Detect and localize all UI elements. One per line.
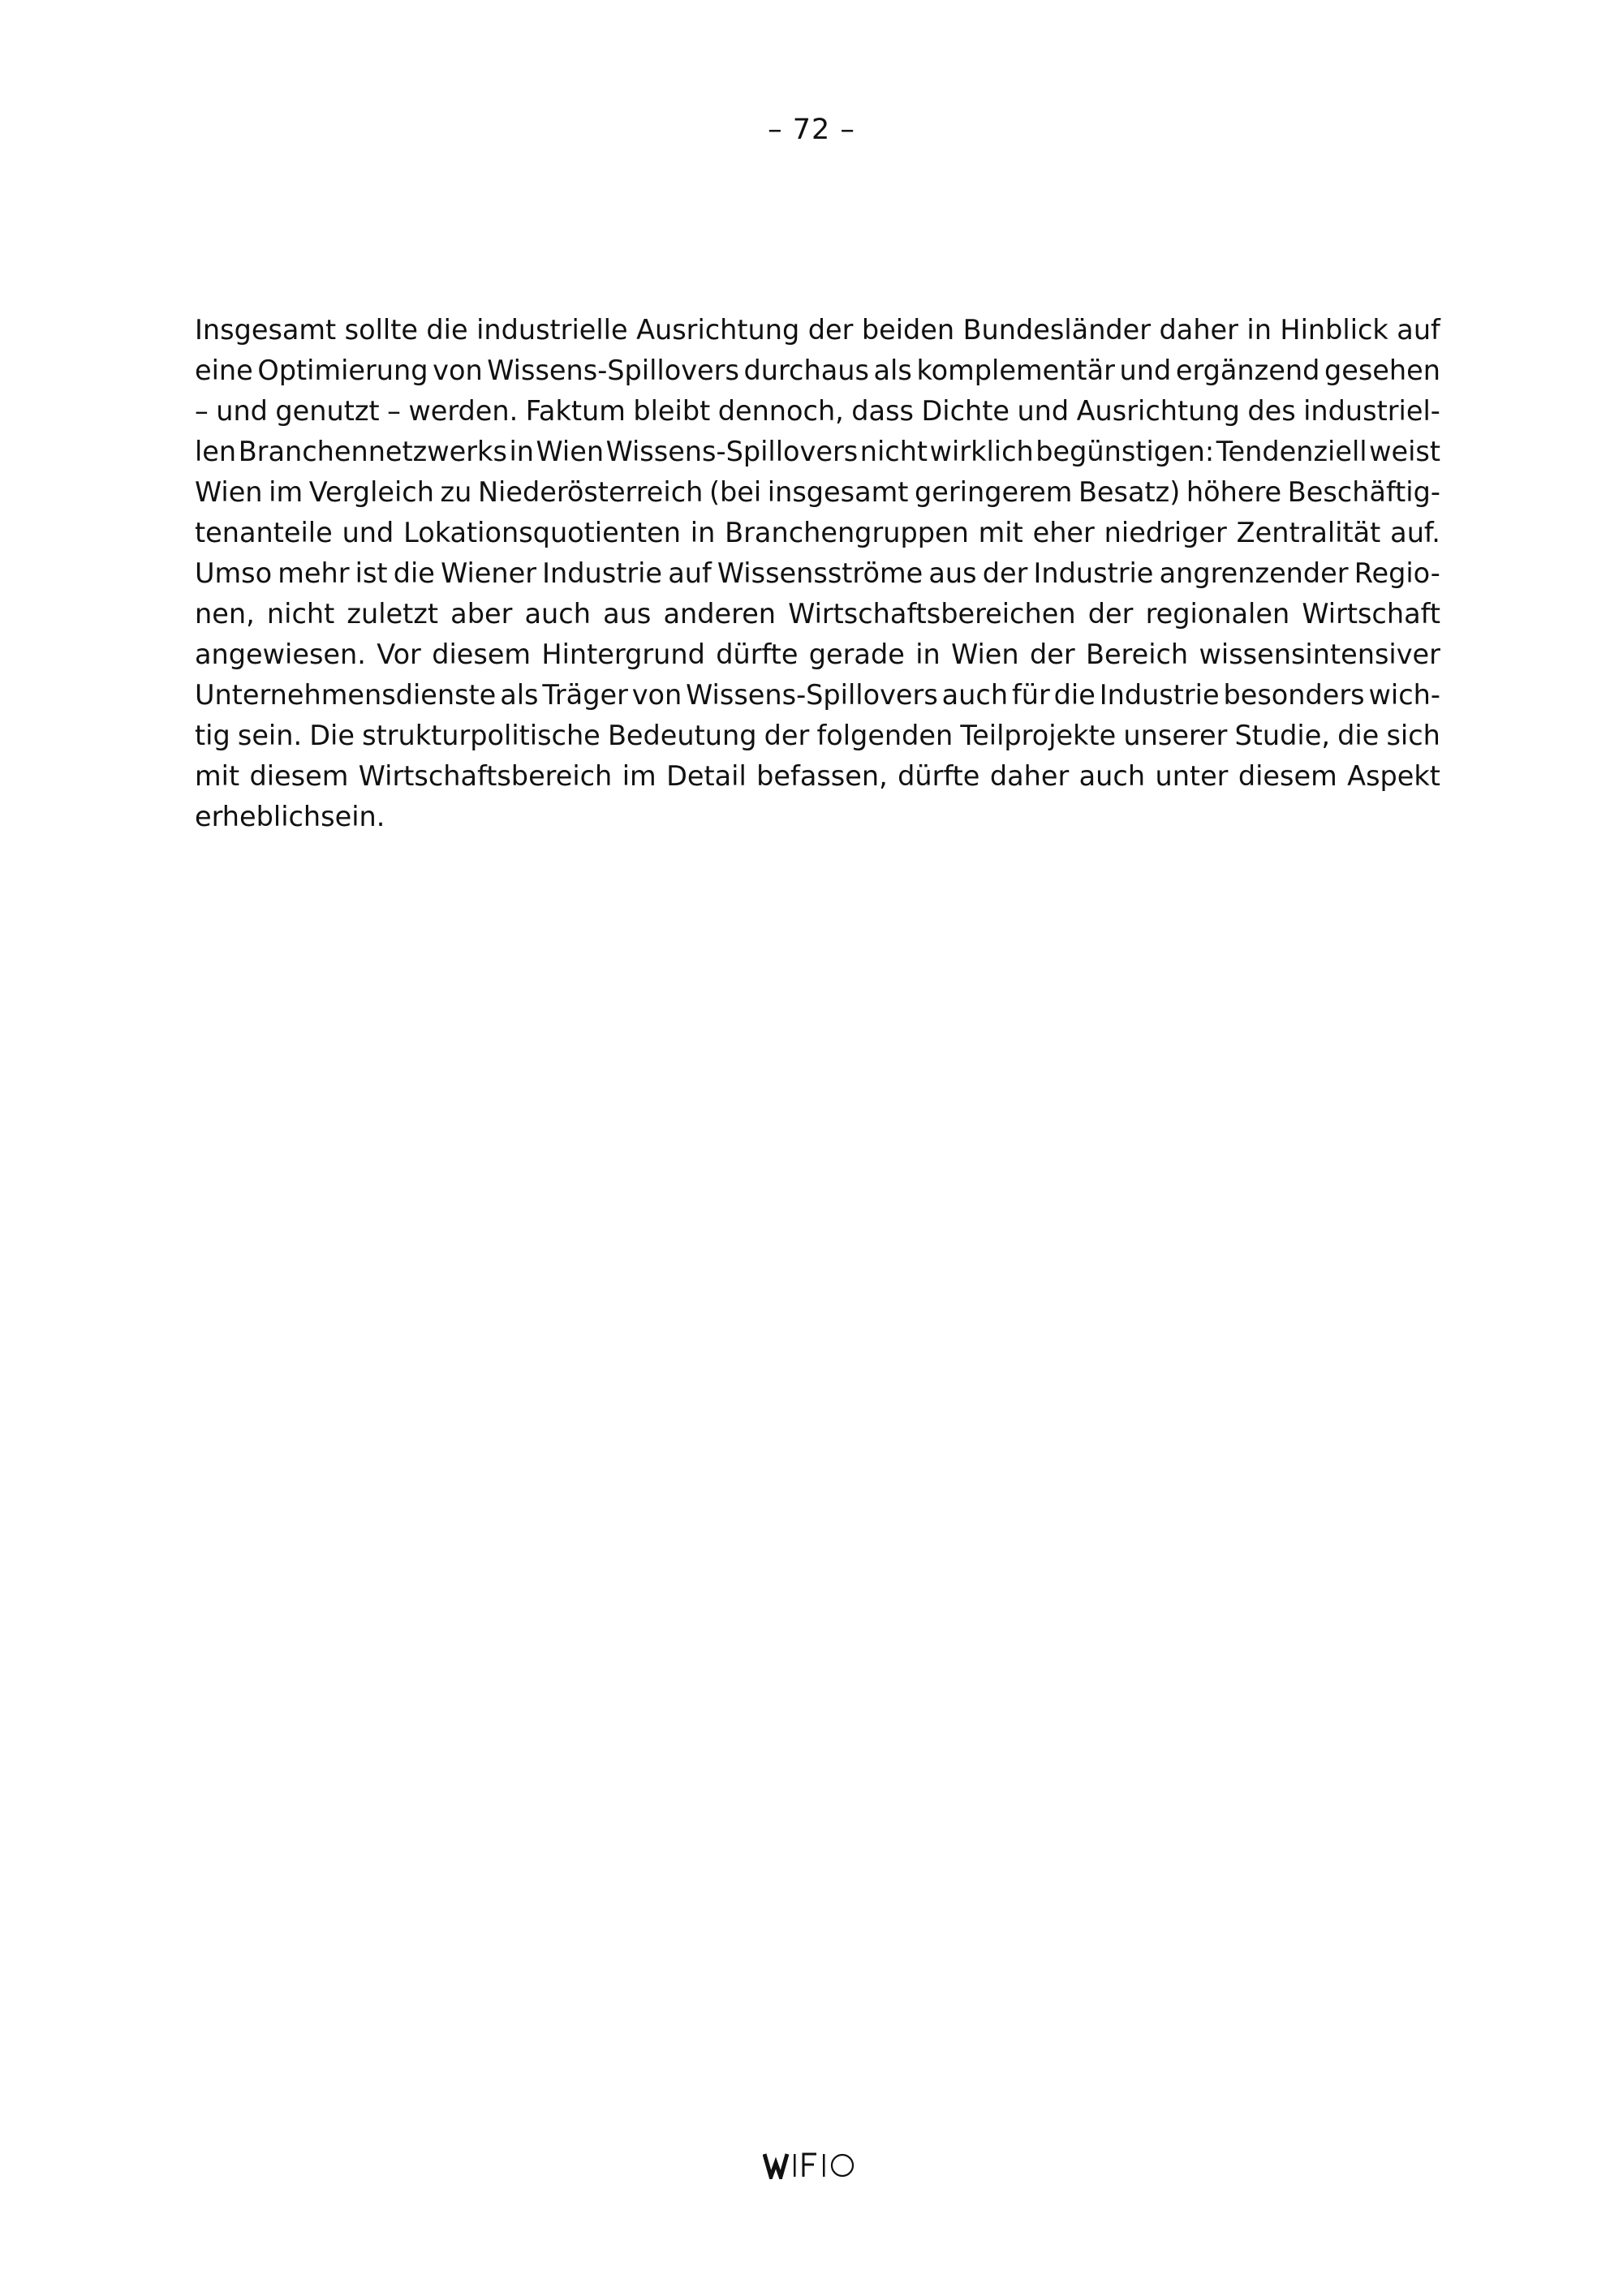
word: eine [195, 355, 253, 386]
word: Wien [536, 436, 605, 467]
page-number: – 72 – [768, 114, 855, 146]
word: aber [450, 598, 513, 630]
text-line [195, 310, 1440, 350]
word: diesem [249, 760, 349, 792]
word: die [1337, 720, 1380, 751]
text-line [195, 350, 1440, 391]
word: aus [603, 598, 652, 630]
word: in [690, 517, 716, 548]
word: Wien [195, 476, 263, 508]
word: Faktum [525, 395, 626, 427]
word: wich- [1368, 679, 1440, 711]
word: industriel- [1303, 395, 1440, 427]
word: von [631, 679, 682, 711]
word: und [342, 517, 394, 548]
word: beiden [861, 314, 955, 346]
word: als [500, 679, 539, 711]
word: Bereich [1085, 638, 1189, 670]
word: wissensintensiver [1199, 638, 1440, 670]
word: und [1017, 395, 1070, 427]
text-line [195, 716, 1440, 756]
word: Ausrichtung [636, 314, 800, 346]
word: insgesamt [767, 476, 909, 508]
word: Industrie [1099, 679, 1220, 711]
word: Tendenziell [1216, 436, 1367, 467]
word: begünstigen: [1035, 436, 1215, 467]
word: Detail [666, 760, 747, 792]
word: sollte [344, 314, 418, 346]
word: ergänzend [1175, 355, 1320, 386]
text-line [195, 391, 1440, 432]
word: mit [978, 517, 1023, 548]
wifo-logo [0, 2152, 1623, 2179]
word: Wirtschaftsbereich [358, 760, 613, 792]
word: eher [1032, 517, 1095, 548]
word: auch [941, 679, 1009, 711]
word: auf [1397, 314, 1440, 346]
word: auf. [1390, 517, 1440, 548]
word: – [387, 395, 401, 427]
word: strukturpolitische [362, 720, 601, 751]
word: Aspekt [1347, 760, 1440, 792]
word: Hinblick [1280, 314, 1388, 346]
word: von [433, 355, 483, 386]
word: mit [195, 760, 240, 792]
word: die [1053, 679, 1096, 711]
word: angrenzender [1159, 557, 1349, 589]
word: Branchennetzwerks [238, 436, 507, 467]
text-line [195, 594, 1440, 634]
body-paragraph [195, 310, 1440, 837]
word: nen, [195, 598, 255, 630]
word: zu [440, 476, 472, 508]
word: Wissens-Spillovers [605, 436, 859, 467]
text-line [195, 472, 1440, 513]
text-line [195, 634, 1440, 675]
word: Wissens-Spillovers [686, 679, 938, 711]
word: Hintergrund [541, 638, 705, 670]
word: höhere [1186, 476, 1282, 508]
word: auch [1078, 760, 1146, 792]
word: Lokationsquotienten [403, 517, 681, 548]
word: Vergleich [308, 476, 434, 508]
word: sich [1386, 720, 1440, 751]
word: Regio- [1354, 557, 1440, 589]
word: die [393, 557, 435, 589]
word: Unternehmensdienste [195, 679, 497, 711]
word: bleibt [633, 395, 711, 427]
word: Umso [195, 557, 273, 589]
word: – [195, 395, 209, 427]
word: Ausrichtung [1076, 395, 1240, 427]
word: Wiener [441, 557, 536, 589]
text-line [195, 675, 1440, 716]
word: Industrie [1033, 557, 1154, 589]
word: unter [1155, 760, 1229, 792]
text-line [195, 797, 1440, 837]
word: unserer [1123, 720, 1228, 751]
word: der [764, 720, 810, 751]
word: durchaus [743, 355, 869, 386]
word: niedriger [1104, 517, 1227, 548]
word: regionalen [1145, 598, 1290, 630]
word: Insgesamt [195, 314, 337, 346]
word: daher [1159, 314, 1238, 346]
text-line [195, 553, 1440, 594]
word: daher [989, 760, 1070, 792]
word: in [509, 436, 534, 467]
word: Niederösterreich [477, 476, 704, 508]
word: Teilprojekte [960, 720, 1117, 751]
word: Wien [951, 638, 1019, 670]
word: besonders [1223, 679, 1365, 711]
word: werden. [408, 395, 519, 427]
word: folgenden [816, 720, 954, 751]
word: auf [668, 557, 712, 589]
word: gesehen [1324, 355, 1440, 386]
word: und [216, 395, 268, 427]
word: Optimierung [257, 355, 428, 386]
word: Studie, [1234, 720, 1330, 751]
word: der [1087, 598, 1134, 630]
word: in [915, 638, 941, 670]
word: Vor [377, 638, 421, 670]
word: der [807, 314, 854, 346]
word: dürfte [898, 760, 980, 792]
word: für [1011, 679, 1050, 711]
word: Beschäftig- [1287, 476, 1440, 508]
text-line [195, 756, 1440, 797]
word: gerade [808, 638, 905, 670]
word: genutzt [275, 395, 380, 427]
word: Wissensströme [717, 557, 923, 589]
word: diesem [432, 638, 532, 670]
word: tig [195, 720, 230, 751]
word: auch [524, 598, 591, 630]
word: der [1029, 638, 1075, 670]
word: zuletzt [347, 598, 438, 630]
word: angewiesen. [195, 638, 366, 670]
word: dennoch, [717, 395, 844, 427]
text-line [195, 432, 1440, 472]
word: Bundesländer [962, 314, 1152, 346]
word: erheblich [195, 801, 321, 832]
word: len [195, 436, 237, 467]
word: die [426, 314, 468, 346]
word: diesem [1238, 760, 1337, 792]
word: Dichte [921, 395, 1010, 427]
word: befassen, [756, 760, 888, 792]
wifo-logo-mark [763, 2152, 860, 2179]
word: Die [309, 720, 355, 751]
word: Industrie [542, 557, 663, 589]
word: dürfte [716, 638, 799, 670]
word: sein. [237, 720, 303, 751]
word: ist [355, 557, 388, 589]
word: als [873, 355, 912, 386]
word: im [269, 476, 304, 508]
word: geringerem [915, 476, 1073, 508]
word: und [1119, 355, 1172, 386]
word: in [1246, 314, 1272, 346]
word: (bei [708, 476, 762, 508]
word: weist [1369, 436, 1440, 467]
word: Bedeutung [607, 720, 757, 751]
word: industrielle [476, 314, 628, 346]
text-line [195, 513, 1440, 553]
word: dass [851, 395, 914, 427]
word: sein. [321, 801, 385, 832]
word: nicht [266, 598, 335, 630]
word: im [622, 760, 657, 792]
word: aus [928, 557, 977, 589]
word: Wissens-Spillovers [487, 355, 739, 386]
word: komplementär [916, 355, 1115, 386]
word: wirklich [929, 436, 1034, 467]
word: Zentralität [1236, 517, 1381, 548]
word: des [1247, 395, 1296, 427]
word: der [982, 557, 1028, 589]
word: Wirtschaftsbereichen [788, 598, 1076, 630]
word: Träger [542, 679, 628, 711]
word: Wirtschaft [1302, 598, 1440, 630]
word: tenanteile [195, 517, 333, 548]
word: mehr [278, 557, 350, 589]
word: nicht [859, 436, 928, 467]
word: Branchengruppen [725, 517, 969, 548]
word: anderen [663, 598, 777, 630]
word: Besatz) [1078, 476, 1181, 508]
